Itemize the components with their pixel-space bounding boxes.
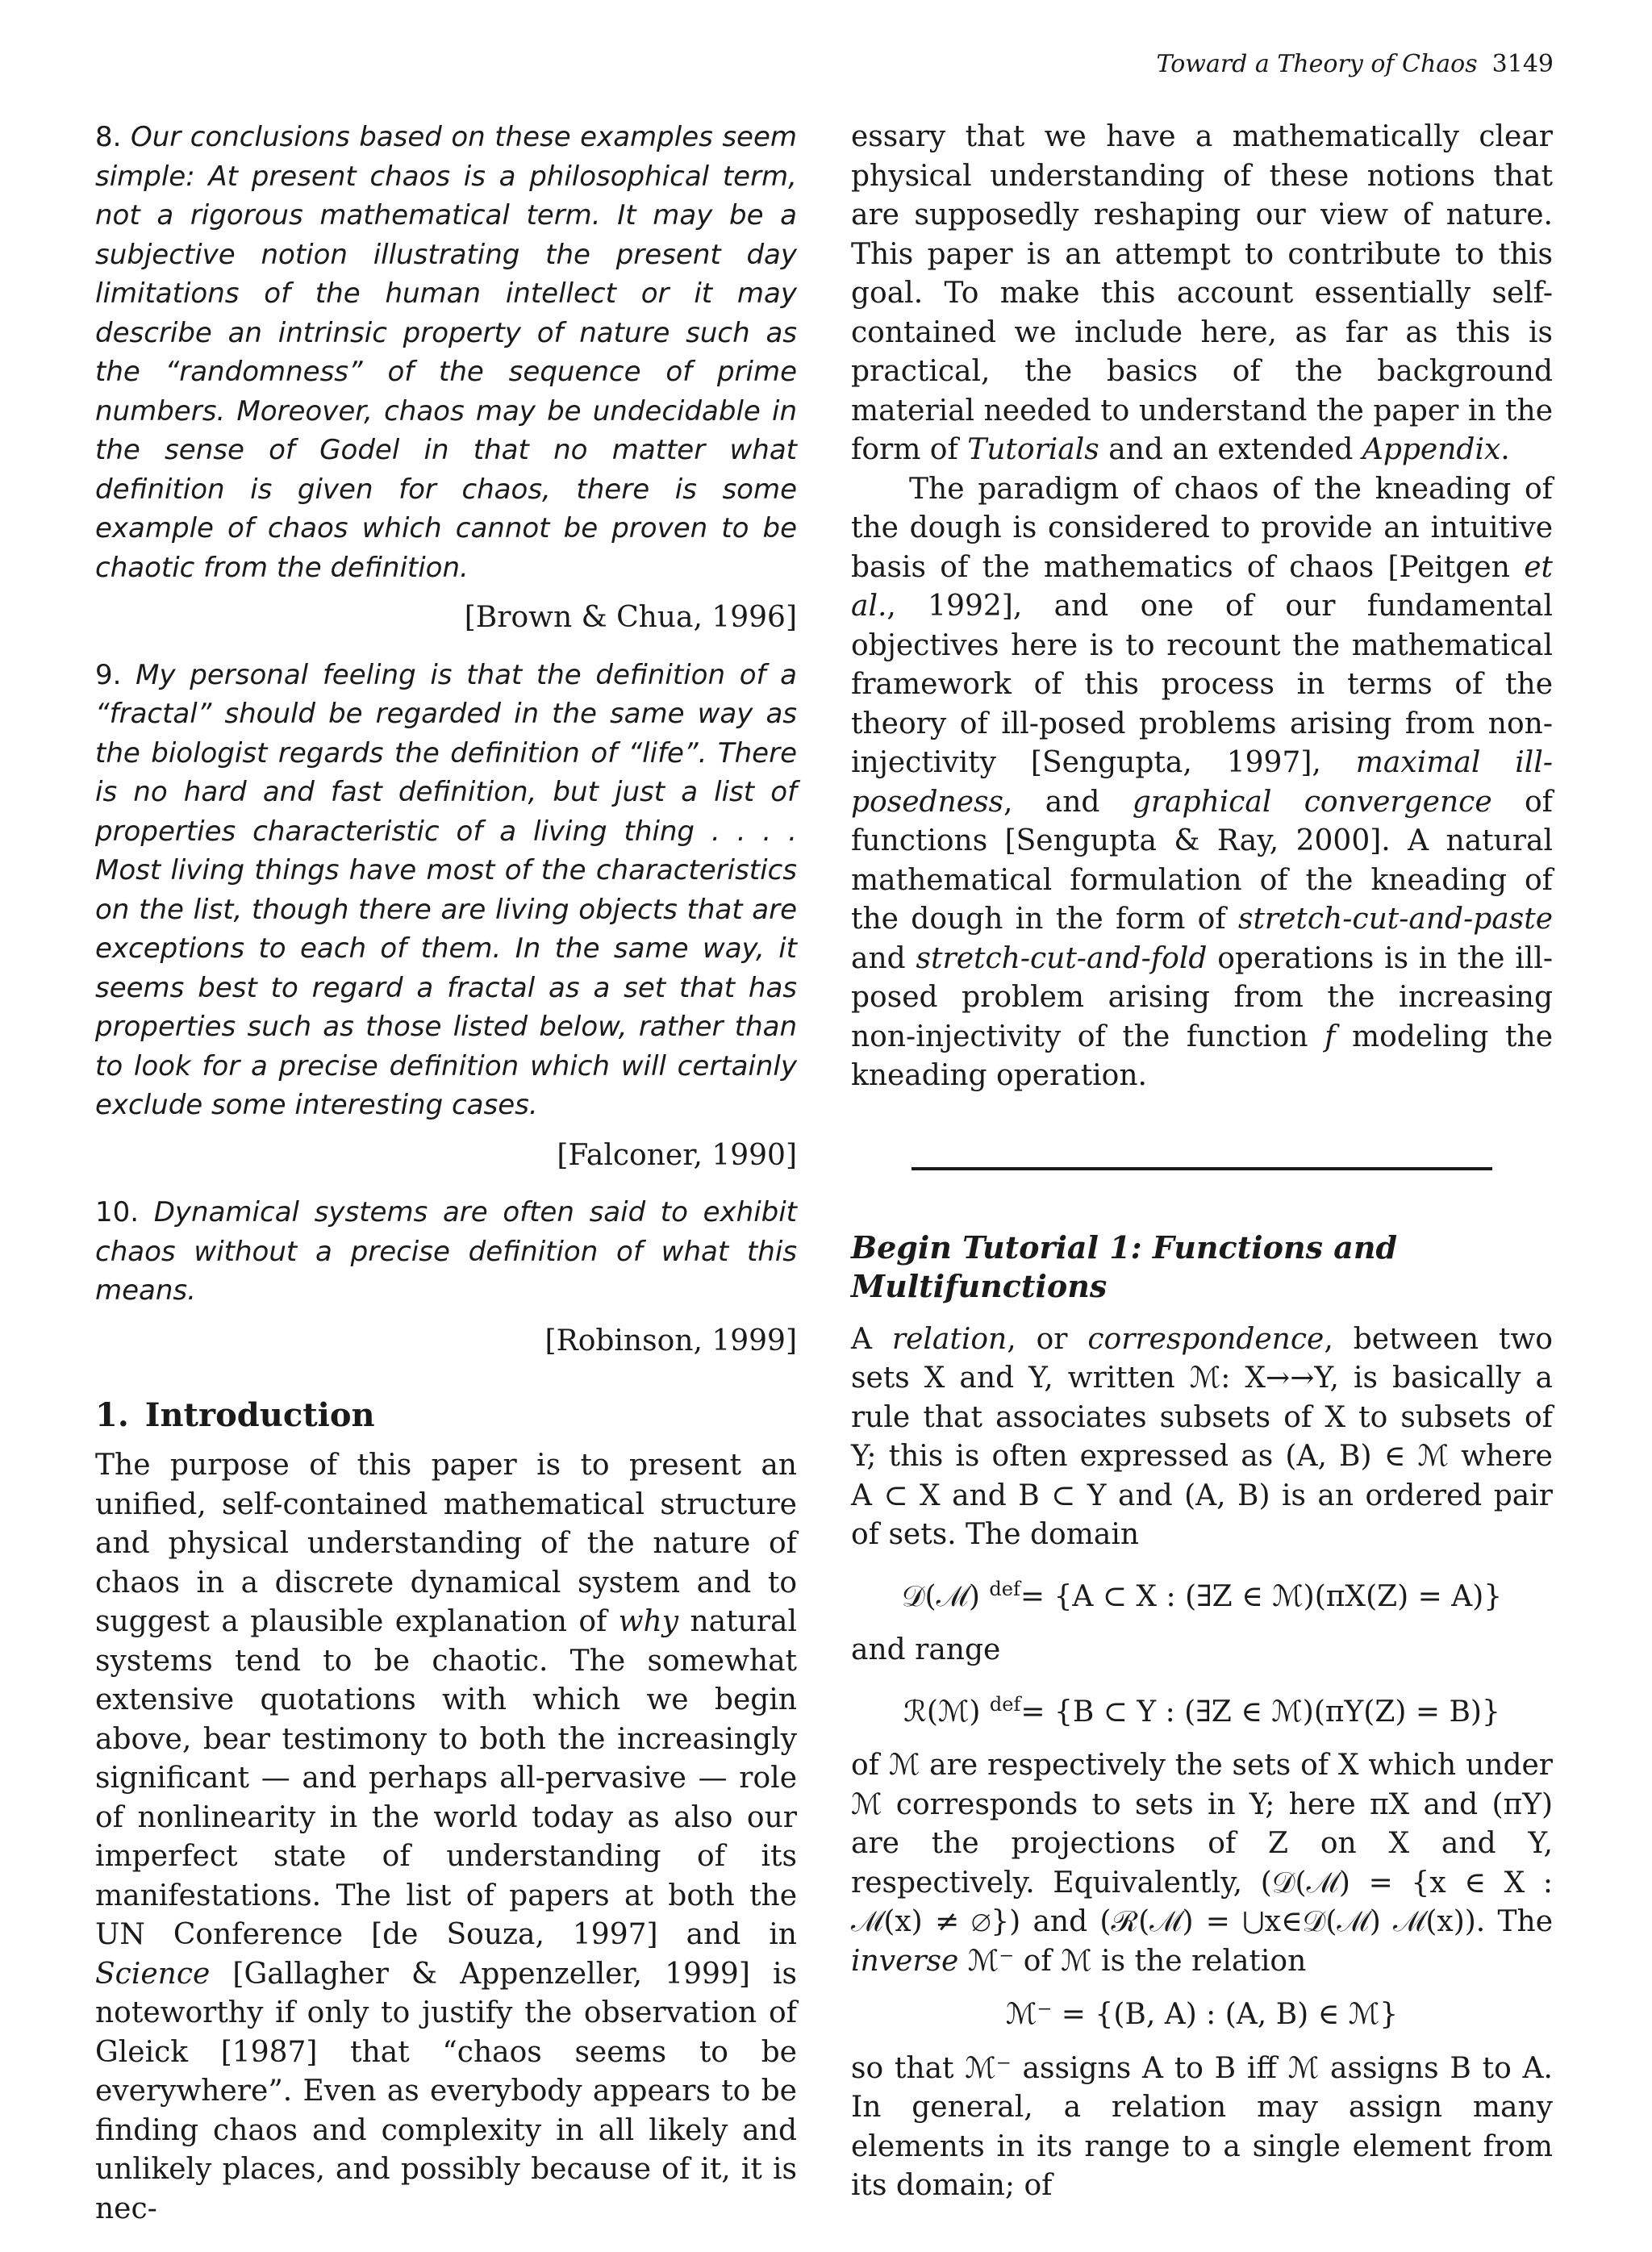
left-column [95,118,797,2229]
page-number: 3149 [1491,50,1554,78]
quote-10: 10. Dynamical systems are often said to exhibit chaos without a precise definition of what this means. [95,1196,798,1307]
section-divider [912,1167,1492,1170]
equation-inverse: ℳ⁻ = {(B, A) : (A, B) ∈ ℳ} [1005,1998,1399,2031]
running-head [1157,50,1554,78]
quote-8: 8. Our conclusions based on these examples seem simple: At present chaos is a philosophical term, not a rigorous mathematical term. It may be a subjective notion illustrating the present day limitations of the human intellect or it may describe an intrinsic property of nature such as the “randomness” of the sequence of prime numbers. Moreover, chaos may be undecidable in the sense of Godel in that no matter what definition is given for chaos, there is some example of chaos which cannot be proven to be chaotic from the definition. [95,121,798,584]
tutorial-paragraph-2: of ℳ are respectively the sets of X which under ℳ corresponds to sets in Y; here πX and (πY) are the projections of Z on X and Y, respectively. Equivalently, (𝒟(ℳ) = {x ∈ X : ℳ(x) ≠ ∅}) and (ℛ(ℳ) = ⋃x∈𝒟(ℳ) ℳ(x)). The inverse ℳ⁻ of ℳ is the relation [851,1749,1553,1978]
quote-9: 9. My personal feeling is that the definition of a “fractal” should be regarded in the same way as the biologist regards the definition of “life”. There is no hard and fast definition, but just a list of properties characteristic of a living thing . . . . Most living things have most of the characteristics on the list, though there are living objects that are exceptions to each of them. In the same way, it seems best to regard a fractal as a set that has properties such as those listed below, rather than to look for a precise definition which will certainly exclude some interesting cases. [95,658,797,1121]
citation-falconer: [Falconer, 1990] [557,1138,797,1172]
tutorial-title: Begin Tutorial 1: Functions and Multifunctions [851,1228,1398,1304]
intro-paragraph-2: The paradigm of chaos of the kneading of the dough is considered to provide an intuitive basis of the mathematics of chaos [Peitgen et al., 1992], and one of our fundamental objectives here is to recount the mathematical framework of this process in terms of the theory of ill-posed problems arising from non-injectivity [Sengupta, 1997], maximal ill-posedness, and graphical convergence of functions [Sengupta & Ray, 2000]. A natural mathematical formulation of the kneading of the dough in the form of stretch-cut-and-paste and stretch-cut-and-fold operations is in the ill-posed problem arising from the increasing non-injectivity of the function f modeling the kneading operation. [851,472,1553,1092]
right-column [851,118,1553,2206]
tutorial-paragraph-3: so that ℳ⁻ assigns A to B iff ℳ assigns B to A. In general, a relation may assign many elements in its range to a single element from its domain; of [851,2051,1553,2202]
intro-paragraph-1-continued: essary that we have a mathematically clear physical understanding of these notions that are supposedly reshaping our view of nature. This paper is an attempt to contribute to this goal. To make this account essentially self-contained we include here, as far as this is practical, the basics of the background material needed to understand the paper in the form of Tutorials and an extended Appendix. [851,120,1553,466]
section-heading: 1. Introduction [95,1396,375,1434]
citation-brown-chua: [Brown & Chua, 1996] [464,601,797,634]
running-head-title: Toward a Theory of Chaos [1156,50,1478,78]
equation-range: ℛ(ℳ) $^{def}$= {B ⊂ Y : (∃Z ∈ ℳ)(πY(Z) = B)} [903,1692,1500,1729]
tutorial-paragraph-1: A relation, or correspondence, between two sets X and Y, written ℳ: X→→Y, is basically a rule that associates subsets of X to subsets of Y; this is often expressed as (A, B) ∈ ℳ where A ⊂ X and B ⊂ Y and (A, B) is an ordered pair of sets. The domain [851,1322,1553,1551]
citation-robinson: [Robinson, 1999] [544,1324,797,1357]
and-range-text: and range [851,1633,1001,1666]
intro-paragraph-1: The purpose of this paper is to present an unified, self-contained mathematical structure and physical understanding of the nature of chaos in a discrete dynamical system and to suggest a plausible explanation of why natural systems tend to be chaotic. The somewhat extensive quotations with which we begin above, bear testimony to both the increasingly significant — and perhaps all-pervasive — role of nonlinearity in the world today as also our imperfect state of understanding of its manifestations. The list of papers at both the UN Conference [de Souza, 1997] and in Science [Gallagher & Appenzeller, 1999] is noteworthy if only to justify the observation of Gleick [1987] that “chaos seems to be everywhere”. Even as everybody appears to be finding chaos and complexity in all likely and unlikely places, and possibly because of it, it is nec- [95,1449,797,2225]
equation-domain: 𝒟(ℳ) $^{def}$= {A ⊂ X : (∃Z ∈ ℳ)(πX(Z) = A)} [901,1577,1503,1613]
